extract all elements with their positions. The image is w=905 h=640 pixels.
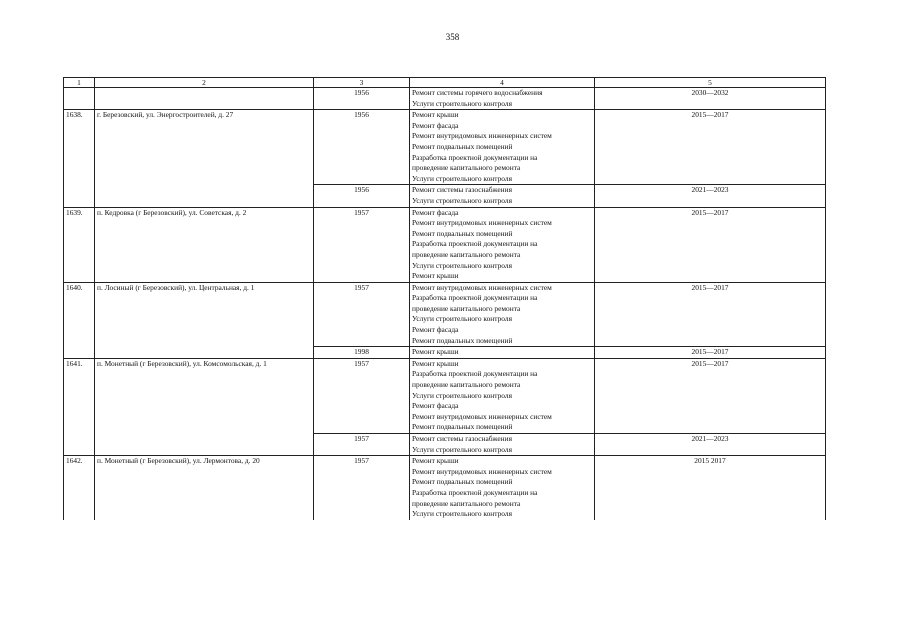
row-number-cell: 1640. — [64, 282, 95, 347]
work-item: Ремонт крыши — [412, 271, 459, 281]
period-cell: 2015—2017 — [595, 110, 826, 185]
work-item: проведение капитального ремонта — [412, 303, 521, 313]
row-number-cell — [64, 347, 95, 359]
works-cell — [410, 434, 595, 456]
column-header: 3 — [314, 78, 410, 88]
work-item: Ремонт фасада — [412, 401, 459, 411]
row-number-cell — [64, 434, 95, 456]
row-number-cell: 1642. — [64, 456, 95, 520]
row-number-cell: 1639. — [64, 207, 95, 282]
construction-year-cell: 1957 — [314, 207, 410, 282]
period-cell: 2015—2017 — [595, 347, 826, 359]
works-cell — [410, 456, 595, 520]
work-item: Разработка проектной документации на — [412, 487, 538, 497]
address-cell: г. Березовский, ул. Энергостроителей, д. 27 — [95, 110, 314, 185]
work-item: проведение капитального ремонта — [412, 163, 521, 173]
table-row — [64, 282, 826, 347]
work-item: Ремонт крыши — [412, 456, 459, 466]
work-item: Ремонт подвальных помещений — [412, 477, 513, 487]
period-cell: 2021—2023 — [595, 185, 826, 207]
work-item: Услуги строительного контроля — [412, 444, 512, 454]
column-header: 1 — [64, 78, 95, 88]
period-cell: 2015—2017 — [595, 207, 826, 282]
address-cell — [95, 185, 314, 207]
table-row — [64, 110, 826, 185]
address-cell: п. Монетный (г Березовский), ул. Лермонтова, д. 20 — [95, 456, 314, 520]
construction-year-cell: 1957 — [314, 282, 410, 347]
period-cell: 2030—2032 — [595, 88, 826, 110]
work-item: Ремонт внутридомовых инженерных систем — [412, 218, 552, 228]
row-number-cell — [64, 88, 95, 110]
period-cell: 2015—2017 — [595, 358, 826, 433]
work-item: Разработка проектной документации на — [412, 152, 538, 162]
address-cell — [95, 88, 314, 110]
construction-year-cell: 1957 — [314, 434, 410, 456]
work-item: Ремонт системы газоснабжения — [412, 434, 512, 443]
address-cell: п. Монетный (г Березовский), ул. Комсомольская, д. 1 — [95, 358, 314, 433]
row-number-cell: 1641. — [64, 358, 95, 433]
work-item: Разработка проектной документации на — [412, 369, 538, 379]
work-item: Услуги строительного контроля — [412, 98, 512, 108]
work-item: Ремонт крыши — [412, 347, 459, 357]
row-number-cell: 1638. — [64, 110, 95, 185]
work-item: Услуги строительного контроля — [412, 314, 512, 324]
column-header: 2 — [95, 78, 314, 88]
period-cell: 2015 2017 — [595, 456, 826, 520]
construction-year-cell: 1956 — [314, 185, 410, 207]
header-row — [64, 78, 826, 88]
period-cell: 2015—2017 — [595, 282, 826, 347]
work-item: Ремонт внутридомовых инженерных систем — [412, 411, 552, 421]
work-item: Ремонт внутридомовых инженерных систем — [412, 131, 552, 141]
address-cell — [95, 347, 314, 359]
works-cell — [410, 358, 595, 433]
work-item: Ремонт внутридомовых инженерных систем — [412, 466, 552, 476]
table-body — [64, 78, 826, 520]
works-cell — [410, 185, 595, 207]
table-row — [64, 434, 826, 456]
page-number: 358 — [445, 32, 460, 42]
column-header: 4 — [410, 78, 595, 88]
work-item: Услуги строительного контроля — [412, 195, 512, 205]
work-item: Ремонт фасада — [412, 325, 459, 335]
address-cell: п. Лосиный (г Березовский), ул. Центральная, д. 1 — [95, 282, 314, 347]
repair-schedule-table — [63, 77, 826, 520]
column-header: 5 — [595, 78, 826, 88]
work-item: Ремонт системы горячего водоснабжения — [412, 88, 543, 97]
work-item: Услуги строительного контроля — [412, 260, 512, 270]
work-item: Услуги строительного контроля — [412, 173, 512, 183]
table-row — [64, 185, 826, 207]
address-cell: п. Кедровка (г Березовский), ул. Советская, д. 2 — [95, 207, 314, 282]
work-item: Ремонт системы газоснабжения — [412, 185, 512, 195]
work-item: Разработка проектной документации на — [412, 293, 538, 303]
row-number-cell — [64, 185, 95, 207]
works-cell — [410, 282, 595, 347]
construction-year-cell: 1957 — [314, 358, 410, 433]
work-item: Ремонт подвальных помещений — [412, 141, 513, 151]
work-item: Услуги строительного контроля — [412, 509, 512, 519]
construction-year-cell: 1956 — [314, 110, 410, 185]
table-row — [64, 358, 826, 433]
work-item: Ремонт подвальных помещений — [412, 422, 513, 432]
work-item: проведение капитального ремонта — [412, 380, 521, 390]
work-item: Ремонт фасада — [412, 207, 459, 217]
construction-year-cell: 1998 — [314, 347, 410, 359]
works-cell — [410, 207, 595, 282]
work-item: Ремонт крыши — [412, 110, 459, 120]
construction-year-cell: 1957 — [314, 456, 410, 520]
work-item: Ремонт внутридомовых инженерных систем — [412, 282, 552, 292]
work-item: проведение капитального ремонта — [412, 249, 521, 259]
works-cell — [410, 110, 595, 185]
table-row — [64, 207, 826, 282]
work-item: Ремонт фасада — [412, 120, 459, 130]
work-item: Ремонт подвальных помещений — [412, 335, 513, 345]
work-item: Разработка проектной документации на — [412, 239, 538, 249]
table-row — [64, 456, 826, 520]
works-cell — [410, 347, 595, 359]
work-item: Ремонт подвальных помещений — [412, 228, 513, 238]
work-item: Ремонт крыши — [412, 358, 459, 368]
construction-year-cell: 1956 — [314, 88, 410, 110]
address-cell — [95, 434, 314, 456]
period-cell: 2021—2023 — [595, 434, 826, 456]
work-item: проведение капитального ремонта — [412, 498, 521, 508]
works-cell — [410, 88, 595, 110]
table-row — [64, 347, 826, 359]
work-item: Услуги строительного контроля — [412, 390, 512, 400]
table-row — [64, 88, 826, 110]
